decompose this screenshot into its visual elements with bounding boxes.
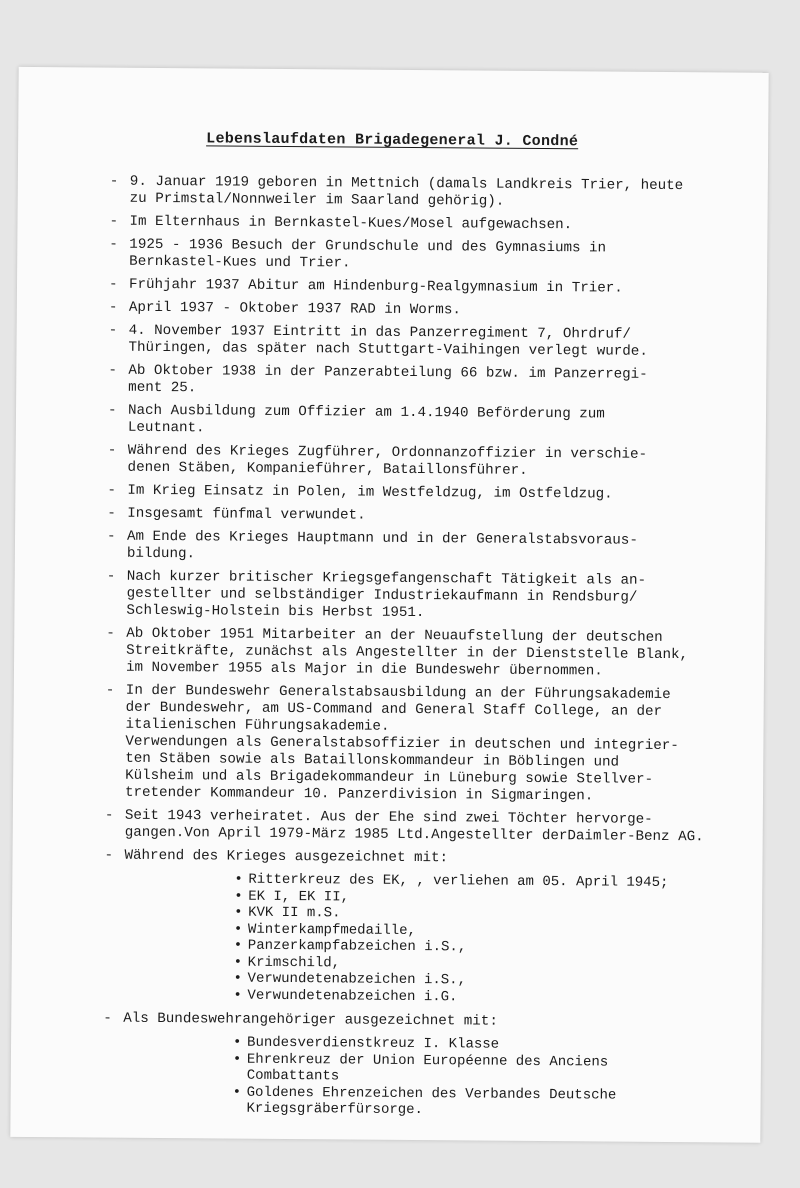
award-text: KVK II m.S. xyxy=(248,904,341,922)
cv-entry-text: Nach kurzer britischer Kriegsgefangenschaft Tätigkeit als an- gestellter und selbständiger Industriekaufmann in Rendsburg/ Schleswig-Holstein bis Herbst 1951. xyxy=(126,568,647,622)
dash-marker: - xyxy=(107,442,117,459)
award-text: Ritterkreuz des EK, , verliehen am 05. April 1945; xyxy=(248,871,669,892)
war-awards-intro: Während des Krieges ausgezeichnet mit: xyxy=(124,847,449,867)
award-text: Bundesverdienstkreuz I. Klasse xyxy=(247,1034,500,1053)
bullet-marker: • xyxy=(233,987,242,1004)
cv-entry xyxy=(107,529,727,568)
document-title: Lebenslaufdaten Brigadegeneral J. Condné xyxy=(206,130,579,151)
dash-marker: - xyxy=(107,505,116,522)
cv-entry-text: Im Elternhaus in Bernkastel-Kues/Mosel aufgewachsen. xyxy=(129,213,573,234)
cv-entry xyxy=(106,626,726,682)
award-text: EK I, EK II, xyxy=(248,888,350,905)
cv-entry xyxy=(108,323,728,362)
award-text: Ehrenkreuz der Union Européenne des Anciens Combattants xyxy=(246,1051,609,1085)
bullet-marker: • xyxy=(233,937,243,954)
cv-entry-text: Ab Oktober 1938 in der Panzerabteilung 66 bzw. im Panzerregi- ment 25. xyxy=(128,362,648,397)
award-item xyxy=(233,1051,723,1088)
dash-marker: - xyxy=(105,682,115,699)
cv-entry xyxy=(109,300,729,322)
dash-marker: - xyxy=(106,528,116,545)
cv-entry xyxy=(107,483,727,505)
cv-entry-text: Im Krieg Einsatz in Polen, im Westfeldzug, im Ostfeldzug. xyxy=(127,482,613,503)
cv-entry xyxy=(108,363,728,402)
bullet-marker: • xyxy=(232,1051,242,1068)
award-text: Verwundetenabzeichen i.S., xyxy=(247,970,467,989)
cv-entry xyxy=(107,506,727,528)
bullet-marker: • xyxy=(233,921,243,938)
dash-marker: - xyxy=(106,568,116,585)
cv-entry-text: Insgesamt fünfmal verwundet. xyxy=(127,505,366,524)
dash-marker: - xyxy=(107,482,116,499)
cv-entry-text: Während des Krieges Zugführer, Ordonnanzoffizier in verschie- denen Stäben, Kompanieführer, Bataillonsführer. xyxy=(127,442,648,479)
dash-marker: - xyxy=(108,362,117,379)
bullet-marker: • xyxy=(234,888,243,905)
cv-entry-text: Am Ende des Krieges Hauptmann und in der Generalstabsvoraus- bildung. xyxy=(126,528,638,563)
cv-entry xyxy=(106,569,726,625)
award-text: Goldenes Ehrenzeichen des Verbandes Deutsche Kriegsgräberfürsorge. xyxy=(246,1084,617,1119)
cv-entry-text: April 1937 - Oktober 1937 RAD in Worms. xyxy=(128,299,461,319)
dash-marker: - xyxy=(108,299,118,316)
cv-entry xyxy=(109,214,729,236)
dash-marker: - xyxy=(107,402,117,419)
cv-entry xyxy=(105,683,726,807)
award-item xyxy=(233,987,723,1007)
bullet-marker: • xyxy=(234,871,243,888)
dash-marker: - xyxy=(109,173,119,190)
dash-marker: - xyxy=(106,625,115,642)
war-awards-heading xyxy=(104,848,724,870)
bw-awards-intro: Als Bundeswehrangehöriger ausgezeichnet mit: xyxy=(123,1010,498,1030)
award-text: Winterkampfmedaille, xyxy=(247,921,417,939)
bw-awards-list xyxy=(232,1035,723,1121)
cv-entry-text: In der Bundeswehr Generalstabsausbildung an der Führungsakademie der Bundeswehr, am US-Command and General Staff College, an der italienischen Führungsakademie. Verwendungen als Generalstabsoffizier in deutschen und integrier- ten Stäben sowie als Bataillonskommandeur in Böblingen und Külsheim und als Brigadekommandeur in Lüneburg sowie Stellver- tretender Kommandeur 10. Panzerdivision in Sigmaringen. xyxy=(124,682,679,805)
cv-entries xyxy=(102,174,729,1129)
cv-entry-text: Seit 1943 verheiratet. Aus der Ehe sind zwei Töchter hervorge- gangen.Von April 1979-März 1985 Ltd.Angestellter derDaimler-Benz AG. xyxy=(124,807,704,846)
cv-entry xyxy=(105,808,725,847)
cv-entry xyxy=(108,403,728,442)
bullet-marker: • xyxy=(233,1034,242,1051)
dash-marker: - xyxy=(108,322,118,339)
cv-entry xyxy=(110,174,730,213)
war-awards-list xyxy=(233,872,724,1008)
dash-marker: - xyxy=(108,276,118,293)
award-text: Krimschild, xyxy=(247,954,341,971)
dash-marker: - xyxy=(109,213,119,230)
cv-entry-text: Nach Ausbildung zum Offizier am 1.4.1940 Beförderung zum Leutnant. xyxy=(127,402,605,437)
cv-entry xyxy=(108,443,728,482)
award-text: Verwundetenabzeichen i.G. xyxy=(247,987,458,1005)
dash-marker: - xyxy=(103,1010,112,1027)
dash-marker: - xyxy=(104,847,114,864)
dash-marker: - xyxy=(109,236,118,253)
cv-entry xyxy=(109,237,729,276)
cv-entry-text: Frühjahr 1937 Abitur am Hindenburg-Realgymnasium in Trier. xyxy=(128,276,623,297)
bullet-marker: • xyxy=(233,970,243,987)
bullet-marker: • xyxy=(232,1084,242,1101)
bullet-marker: • xyxy=(233,954,243,971)
bw-awards-heading xyxy=(103,1011,723,1033)
bullet-marker: • xyxy=(234,904,243,921)
cv-entry-text: 4. November 1937 Eintritt in das Panzerregiment 7, Ohrdruf/ Thüringen, das später nach Stuttgart-Vaihingen verlegt wurde. xyxy=(128,322,648,360)
cv-entry-text: 9. Januar 1919 geboren in Mettnich (damals Landkreis Trier, heute zu Primstal/Nonnweiler im Saarland gehörig). xyxy=(129,173,684,210)
cv-entry xyxy=(109,277,729,299)
dash-marker: - xyxy=(104,807,114,824)
cv-entry-text: 1925 - 1936 Besuch der Grundschule und des Gymnasiums in Bernkastel-Kues und Trier. xyxy=(129,236,607,272)
award-text: Panzerkampfabzeichen i.S., xyxy=(247,937,467,956)
cv-entry-text: Ab Oktober 1951 Mitarbeiter an der Neuaufstellung der deutschen Streitkräfte, zunächst als Angestellter in der Dienststelle Blank, im November 1955 als Major in die Bundeswehr übernommen. xyxy=(125,625,689,680)
document-page xyxy=(10,67,768,1143)
award-item xyxy=(232,1084,722,1121)
